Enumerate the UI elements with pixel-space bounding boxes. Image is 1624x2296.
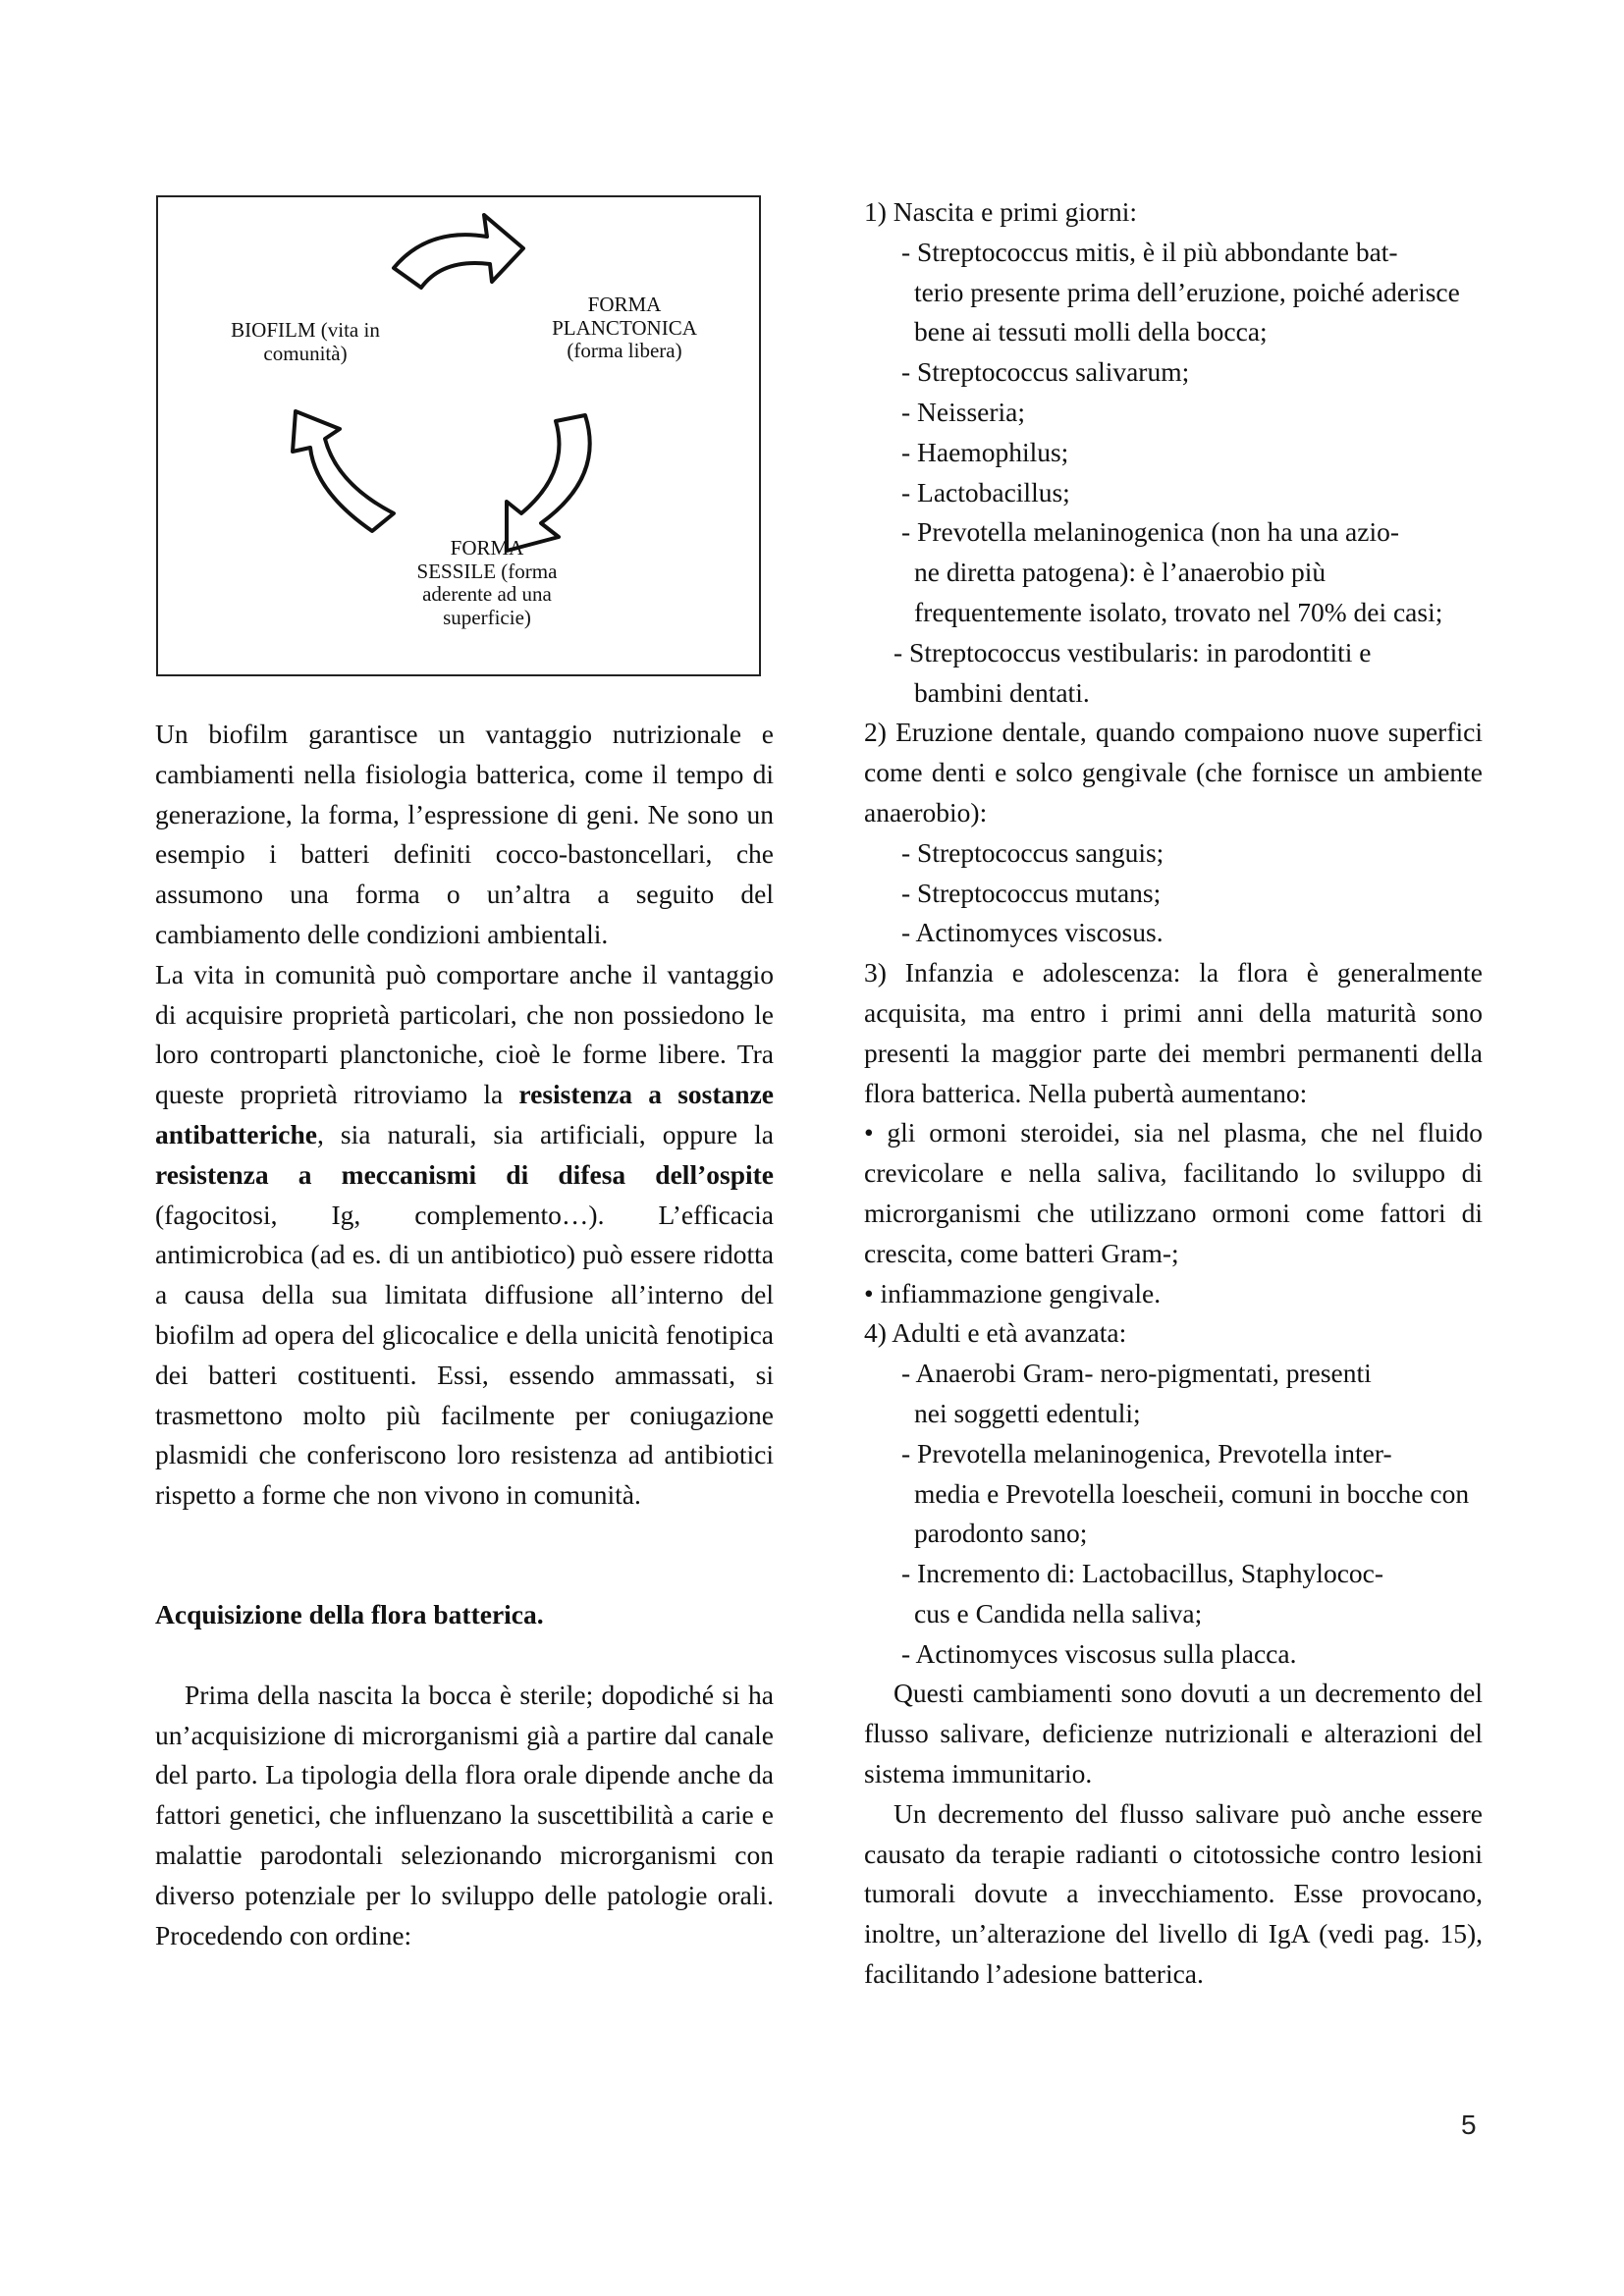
list-item: - Prevotella melaninogenica (non ha una azio- ne diretta patogena): è l’anaerobio più frequentemente isolato, trovato nel 70% dei casi;: [901, 516, 1443, 627]
label-forma-planctonica: FORMA PLANCTONICA (forma libera): [552, 293, 697, 362]
list-item: - Anaerobi Gram- nero-pigmentati, presenti nei soggetti edentuli;: [901, 1358, 1372, 1428]
paragraph-acquisition: Prima della nascita la bocca è sterile; dopodiché si ha un’acquisizione di microrganismi già a partire dal canale del parto. La tipologia della flora orale dipende anche da fattori genetici, che influenzano la suscettibilità a carie e malattie parodontali selezionando microrganismi con diverso potenziale per lo sviluppo delle patologie orali. Procedendo con ordine:: [155, 1679, 774, 1950]
list-item: - Neisseria;: [901, 396, 1025, 427]
list-item: - Streptococcus vestibularis: in parodontiti e bambini dentati.: [893, 636, 1372, 708]
stage-4-title: 4) Adulti e età avanzata:: [864, 1317, 1127, 1349]
bold-resistenza-difesa: resistenza a meccanismi di difesa dell’ospite: [155, 1158, 774, 1190]
list-item: - Streptococcus mitis, è il più abbondante bat- terio presente prima dell’eruzione, poiché aderisce bene ai tessuti molli della bocca;: [901, 236, 1460, 347]
page-number: 5: [1461, 2109, 1477, 2140]
list-item: - Lactobacillus;: [901, 476, 1070, 507]
paragraph-biofilm-advantage: Un biofilm garantisce un vantaggio nutrizionale e cambiamenti nella fisiologia batterica, come il tempo di generazione, la forma, l’espressione di geni. Ne sono un esempio i batteri definiti cocco-bastoncellari, che assumono una forma o un’altra a seguito del cambiamento delle condizioni ambientali.: [155, 719, 774, 949]
stage-2-title: 2) Eruzione dentale, quando compaiono nuove superfici come denti e solco gengivale (che fornisce un ambiente anaerobio):: [864, 717, 1483, 828]
list-item: - Haemophilus;: [901, 436, 1069, 467]
bullet-item: • gli ormoni steroidei, sia nel plasma, che nel fluido crevicolare e nella saliva, facilitando lo sviluppo di microrganismi che utilizzano ormoni come fattori di crescita, come batteri Gram-;: [864, 1117, 1483, 1268]
list-item: - Streptococcus mutans;: [901, 877, 1162, 908]
arrow-to-planctonica: [394, 215, 523, 288]
paragraph-salivary-flow: Un decremento del flusso salivare può anche essere causato da terapie radianti o citotossiche contro lesioni tumorali dovute a invecchiamento. Esse provocano, inoltre, un’alterazione del livello di IgA (vedi pag. 15), facilitando l’adesione batterica.: [864, 1797, 1483, 1990]
label-biofilm: BIOFILM (vita in comunità): [231, 318, 380, 365]
bold-resistenza-antibatteriche: resistenza a sostanze antibatteriche: [155, 1079, 774, 1149]
list-item: - Actinomyces viscosus sulla placca.: [901, 1637, 1297, 1669]
list-item: - Streptococcus salivarum;: [901, 356, 1190, 388]
arrow-to-sessile: [507, 415, 590, 551]
stage-1-title: 1) Nascita e primi giorni:: [864, 196, 1137, 227]
biofilm-cycle-diagram: [156, 195, 761, 676]
paragraph-changes: Questi cambiamenti sono dovuti a un decremento del flusso salivare, deficienze nutrizionali e alterazioni del sistema immunitario.: [864, 1678, 1483, 1789]
list-item: - Actinomyces viscosus.: [901, 917, 1164, 948]
arrow-to-biofilm: [293, 411, 394, 531]
bullet-item: • infiammazione gengivale.: [864, 1277, 1162, 1308]
list-item: - Incremento di: Lactobacillus, Staphylococ- cus e Candida nella saliva;: [901, 1558, 1384, 1629]
left-column: [155, 715, 774, 1955]
stage-3-title: 3) Infanzia e adolescenza: la flora è generalmente acquisita, ma entro i primi anni della maturità sono presenti la maggior parte dei membri permanenti della flora batterica. Nella pubertà aumentano:: [864, 957, 1483, 1108]
list-item: - Prevotella melaninogenica, Prevotella inter- media e Prevotella loescheii, comuni in bocche con parodonto sano;: [901, 1437, 1470, 1549]
list-item: - Streptococcus sanguis;: [901, 836, 1164, 868]
section-heading: Acquisizione della flora batterica.: [155, 1598, 544, 1629]
label-forma-sessile: FORMA SESSILE (forma aderente ad una superficie): [416, 536, 558, 629]
right-column: [864, 192, 1483, 1995]
paragraph-community-life: La vita in comunità può comportare anche il vantaggio di acquisire proprietà particolari, che non possiedono le loro controparti planctoniche, cioè le forme libere. Tra queste proprietà ritroviamo la resistenza a sostanze antibatteriche, sia naturali, sia artificiali, oppure la resistenza a meccanismi di difesa dell’ospite (fagocitosi, Ig, complemento…). L’efficacia antimicrobica (ad es. di un antibiotico) può essere ridotta a causa della sua limitata diffusione all’interno del biofilm ad opera del glicocalice e della unicità fenotipica dei batteri costituenti. Essi, essendo ammassati, si trasmettono molto più facilmente per coniugazione plasmidi che conferiscono loro resistenza ad antibiotici rispetto a forme che non vivono in comunità.: [155, 958, 774, 1511]
